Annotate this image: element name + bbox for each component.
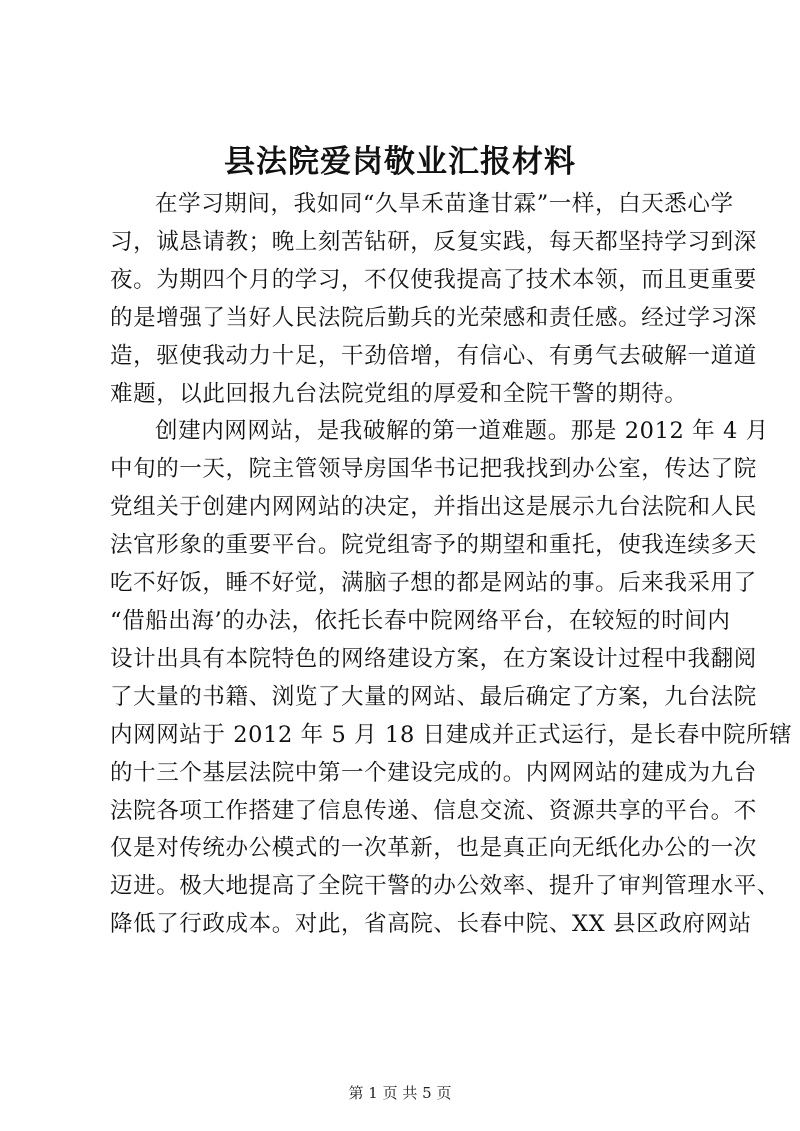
paragraph-line: 仅是对传统办公模式的一次革新，也是真正向无纸化办公的一次 (110, 835, 757, 862)
paragraph-line: 设计出具有本院特色的网络建设方案，在方案设计过程中我翻阅 (110, 645, 757, 672)
paragraph-2 (110, 413, 793, 944)
paragraph-line: 吃不好饭，睡不好觉，满脑子想的都是网站的事。后来我采用了 (110, 570, 757, 597)
page-number-footer: 第 1 页 共 5 页 (348, 1084, 452, 1102)
paragraph-line: 创建内网网站，是我破解的第一道难题。那是 2012 年 4 月 (155, 418, 769, 445)
paragraph-line: 造，驱使我动力十足，干劲倍增，有信心、有勇气去破解一道道 (110, 342, 757, 369)
paragraph-line: 的是增强了当好人民法院后勤兵的光荣感和责任感。经过学习深 (110, 304, 757, 331)
paragraph-line: 法官形象的重要平台。院党组寄予的期望和重托，使我连续多天 (110, 532, 757, 559)
paragraph-line: 法院各项工作搭建了信息传递、信息交流、资源共享的平台。不 (110, 797, 757, 824)
paragraph-line: 的十三个基层法院中第一个建设完成的。内网网站的建成为九台 (110, 759, 757, 786)
paragraph-line: 在学习期间，我如同“久旱禾苗逢甘霖”一样，白天悉心学 (155, 191, 734, 217)
paragraph-line: “借船出海’的办法，依托长春中院网络平台，在较短的时间内 (110, 607, 731, 634)
paragraph-line: 降低了行政成本。对此，省高院、长春中院、XX 县区政府网站 (110, 911, 752, 938)
paragraph-line: 中旬的一天，院主管领导房国华书记把我找到办公室，传达了院 (110, 456, 757, 483)
paragraph-line: 党组关于创建内网网站的决定，并指出这是展示九台法院和人民 (110, 494, 757, 521)
document-title: 县法院爱岗敬业汇报材料 (224, 144, 576, 180)
paragraph-line: 习，诚恳请教；晚上刻苦钻研，反复实践，每天都坚持学习到深 (110, 228, 757, 255)
paragraph-line: 了大量的书籍、浏览了大量的网站、最后确定了方案，九台法院 (110, 683, 757, 710)
document-body (110, 186, 793, 944)
paragraph-line: 内网网站于 2012 年 5 月 18 日建成并正式运行，是长春中院所辖 (110, 721, 793, 748)
paragraph-1 (110, 186, 757, 413)
paragraph-line: 难题，以此回报九台法院党组的厚爱和全院干警的期待。 (110, 380, 688, 407)
paragraph-line: 夜。为期四个月的学习，不仅使我提高了技术本领，而且更重要 (110, 266, 757, 293)
paragraph-line: 迈进。极大地提高了全院干警的办公效率、提升了审判管理水平、 (110, 873, 780, 900)
